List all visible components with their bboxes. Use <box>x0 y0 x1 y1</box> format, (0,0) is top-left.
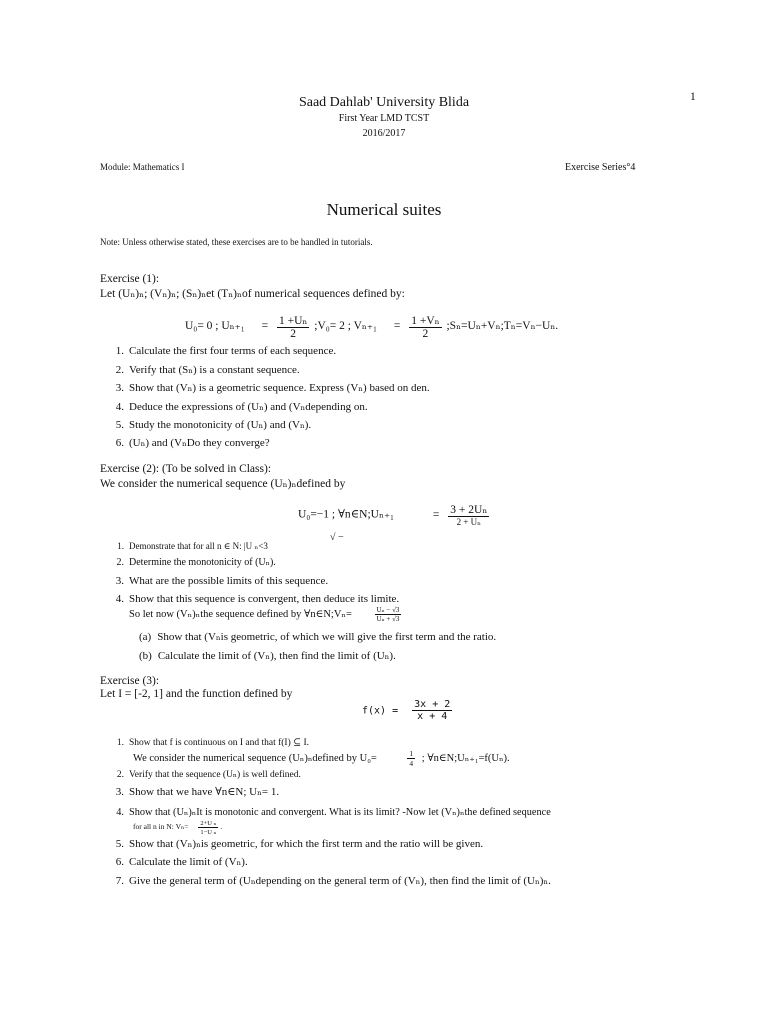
list-item-text: Show that we have ∀n∈N; Uₙ= 1. <box>129 786 280 798</box>
list-item: 2. Determine the monotonicity of (Uₙ). <box>116 557 276 568</box>
fraction-numerator: 1 <box>409 749 414 758</box>
fraction-numerator: 3 + 2Uₙ <box>450 504 488 516</box>
fraction-numerator: 3x + 2 <box>414 699 451 710</box>
continuation-tail: ; ∀n∈N;Uₙ₊₁=f(Uₙ). <box>421 752 510 764</box>
formula-fraction-u <box>277 313 309 340</box>
year-level: First Year LMD TCST <box>338 113 430 124</box>
u0-fraction <box>407 749 415 768</box>
formula-equals: = <box>393 320 401 333</box>
list-item: 1. Demonstrate that for all n ∈ N: |U ₙ<3 <box>117 541 268 551</box>
list-item: 4. Show that (Uₙ)ₙIt is monotonic and convergent. What is its limit? -Now let (Vₙ)ₙthe defined sequence <box>116 807 551 818</box>
exercise-1-heading: Exercise (1): <box>100 273 160 285</box>
formula-v-def: ;V₀= 2 ; Vₙ₊₁ <box>314 320 377 333</box>
list-item-text: Show that (Vₙ) is a geometric sequence. Express (Vₙ) based on den. <box>129 382 430 394</box>
v-fraction <box>198 819 218 836</box>
exercise-3-formula <box>362 699 452 722</box>
so-let-text: So let now (Vₙ)ₙthe sequence defined by ∀n∈N;Vₙ= <box>129 608 352 620</box>
note-text: Note: Unless otherwise stated, these exercises are to be handled in tutorials. <box>100 237 373 247</box>
module-label: Module: Mathematics I <box>100 162 185 172</box>
formula-fraction-v <box>409 313 441 340</box>
list-item-text: Show that f is continuous on I and that f(I) ⊆ I. <box>129 738 309 748</box>
list-item: 5. Study the monotonicity of (Uₙ) and (Vₙ). <box>115 419 312 431</box>
list-item: 3. What are the possible limits of this sequence. <box>115 575 329 587</box>
list-item: 6. (Uₙ) and (VₙDo they converge? <box>115 437 270 449</box>
list-item-text: Verify that (Sₙ) is a constant sequence. <box>129 364 300 376</box>
sub-item-label: (b) <box>139 650 152 662</box>
page-number: 1 <box>690 91 696 103</box>
list-item: 3. Show that (Vₙ) is a geometric sequence. Express (Vₙ) based on den. <box>115 382 430 394</box>
fraction-numerator: 1 +Uₙ <box>278 315 308 327</box>
list-item: 6. Calculate the limit of (Vₙ). <box>115 856 248 868</box>
exercise-2-intro: We consider the numerical sequence (Uₙ)ₙdefined by <box>100 478 346 490</box>
so-let-line <box>129 606 401 623</box>
exercise-3-intro: Let I = [-2, 1] and the function defined by <box>100 688 293 700</box>
list-item-text: Show that (Uₙ)ₙIt is monotonic and convergent. What is its limit? -Now let (Vₙ)ₙthe defined sequence <box>129 807 551 818</box>
formula-s-t-def: ;Sₙ=Uₙ+Vₙ;Tₙ=Vₙ−Uₙ. <box>446 320 559 333</box>
list-item-text: Calculate the limit of (Vₙ). <box>129 856 248 868</box>
fraction-denominator: x + 4 <box>417 711 448 722</box>
list-item-text: Deduce the expressions of (Uₙ) and (Vₙdepending on. <box>129 401 368 413</box>
page-title: Numerical suites <box>326 200 442 219</box>
formula-fraction <box>448 502 489 528</box>
exercise-2-heading: Exercise (2): (To be solved in Class): <box>100 463 272 475</box>
list-item-text: Verify that the sequence (Uₙ) is well defined. <box>129 770 301 780</box>
series-label: Exercise Series°4 <box>565 162 636 173</box>
sub-item-text: Calculate the limit of (Vₙ), then find the limit of (Uₙ). <box>157 650 396 662</box>
list-item: 1. Show that f is continuous on I and that f(I) ⊆ I. <box>116 738 309 748</box>
list-item-text: Study the monotonicity of (Uₙ) and (Vₙ). <box>129 419 312 431</box>
list-item-text: (Uₙ) and (VₙDo they converge? <box>129 437 270 449</box>
list-item: 2. Verify that (Sₙ) is a constant sequence. <box>115 364 300 376</box>
formula-u-def: U₀=−1 ; ∀n∈N;Uₙ₊₁ <box>298 508 395 521</box>
list-item-text: What are the possible limits of this sequence. <box>129 575 329 587</box>
list-item-continuation <box>133 749 510 768</box>
list-item-text: Give the general term of (Uₙdepending on the general term of (Vₙ), then find the limit of (Uₙ)ₙ. <box>129 875 551 887</box>
formula-u-def: U₀= 0 ; Uₙ₊₁ <box>185 320 245 333</box>
sub-item <box>139 630 496 643</box>
fraction-denominator: 4 <box>409 759 414 768</box>
formula-equals: = <box>432 508 440 521</box>
continuation-text: for all n in N: Vₙ= <box>133 822 189 832</box>
list-item: 4. Show that this sequence is convergent, then deduce its limite. <box>115 593 400 605</box>
fraction-denominator: 2 <box>422 328 429 340</box>
list-item: 3. Show that we have ∀n∈N; Uₙ= 1. <box>115 786 280 798</box>
list-item-text: Determine the monotonicity of (Uₙ). <box>129 557 276 568</box>
exercise-3-heading: Exercise (3): <box>100 675 160 687</box>
university-name: Saad Dahlab' University Blida <box>298 95 470 110</box>
fraction-numerator: Uₙ − √3 <box>376 606 400 614</box>
continuation-text: We consider the numerical sequence (Uₙ)ₙdefined by U₀= <box>133 752 377 764</box>
list-item: 2. Verify that the sequence (Uₙ) is well defined. <box>116 770 301 780</box>
fraction-numerator: 2+U ₙ <box>200 820 217 827</box>
sub-item-text: Show that (Vₙis geometric, of which we will give the first term and the ratio. <box>157 631 497 643</box>
so-let-fraction <box>375 606 402 623</box>
exercise-2-formula <box>298 502 489 528</box>
function-label: f(x) = <box>362 705 399 717</box>
fraction-denominator: 2 <box>290 328 297 340</box>
list-item-text: Show that this sequence is convergent, then deduce its limite. <box>129 593 400 605</box>
sub-item <box>139 649 396 662</box>
fraction-denominator: Uₙ + √3 <box>376 615 400 623</box>
list-item: 1. Calculate the first four terms of each sequence. <box>115 345 337 357</box>
list-item-text: Demonstrate that for all n ∈ N: |U ₙ<3 <box>129 541 268 551</box>
exercise-1-intro: Let (Uₙ)ₙ; (Vₙ)ₙ; (Sₙ)ₙet (Tₙ)ₙof numerical sequences defined by: <box>100 288 405 300</box>
list-item-text: Calculate the first four terms of each sequence. <box>129 345 337 357</box>
list-item-continuation: for all n in N: Vₙ= $\frac{\text{2+U ₙ}}{\text{1−U ₙ}}$ . <box>133 820 223 836</box>
fraction-denominator: 1−U ₙ <box>200 829 217 836</box>
exercise-1-formula <box>185 313 558 340</box>
sqrt-glyph: √ − <box>330 532 344 543</box>
formula-equals: = <box>261 320 269 333</box>
fraction-denominator: 2 + Uₙ <box>456 517 482 527</box>
sub-item-label: (a) <box>139 631 152 643</box>
fraction-numerator: 1 +Vₙ <box>411 315 440 327</box>
function-fraction <box>412 699 452 722</box>
list-item: 4. Deduce the expressions of (Uₙ) and (Vₙdepending on. <box>115 401 368 413</box>
list-item: 7. Give the general term of (Uₙdepending on the general term of (Vₙ), then find the limit of (Uₙ)ₙ. <box>115 875 551 887</box>
list-item: 5. Show that (Vₙ)ₙis geometric, for which the first term and the ratio will be given. <box>115 838 484 850</box>
academic-year: 2016/2017 <box>362 128 406 139</box>
list-item-text: Show that (Vₙ)ₙis geometric, for which the first term and the ratio will be given. <box>129 838 484 850</box>
